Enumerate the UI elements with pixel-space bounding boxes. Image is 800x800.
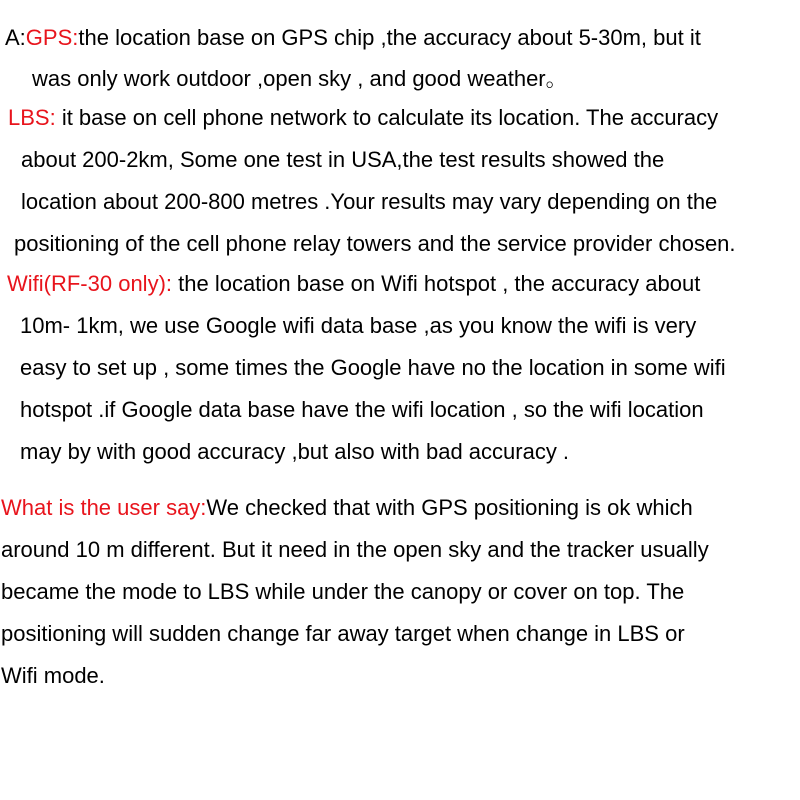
lbs-text: it base on cell phone network to calculate its location. The accuracy bbox=[55, 105, 719, 130]
lbs-line-3: location about 200-800 metres .Your results may vary depending on the bbox=[21, 189, 718, 214]
user-label: What is the user say: bbox=[1, 495, 207, 520]
wifi-line-2: 10m- 1km, we use Google wifi data base ,as you know the wifi is very bbox=[20, 313, 697, 338]
user-line-4: positioning will sudden change far away target when change in LBS or bbox=[1, 621, 685, 646]
user-text: We checked that with GPS positioning is ok which bbox=[206, 495, 693, 520]
wifi-line-4: hotspot .if Google data base have the wifi location , so the wifi location bbox=[20, 397, 704, 422]
lbs-line-4: positioning of the cell phone relay towers and the service provider chosen. bbox=[14, 231, 736, 256]
user-line-3: became the mode to LBS while under the canopy or cover on top. The bbox=[1, 579, 685, 604]
user-line-1 bbox=[1, 494, 693, 522]
lbs-line-2: about 200-2km, Some one test in USA,the test results showed the bbox=[21, 147, 665, 172]
wifi-line-3: easy to set up , some times the Google have no the location in some wifi bbox=[20, 355, 726, 380]
gps-text: the location base on GPS chip ,the accuracy about 5-30m, but it bbox=[78, 25, 701, 50]
gps-line-1 bbox=[5, 24, 701, 52]
wifi-line-1 bbox=[7, 270, 700, 298]
wifi-line-5: may by with good accuracy ,but also with bad accuracy . bbox=[20, 439, 570, 464]
lbs-line-1 bbox=[8, 104, 718, 132]
wifi-text: the location base on Wifi hotspot , the accuracy about bbox=[172, 271, 701, 296]
wifi-label: Wifi(RF-30 only): bbox=[7, 271, 173, 296]
user-line-5: Wifi mode. bbox=[1, 663, 105, 688]
gps-prefix: A: bbox=[5, 25, 26, 50]
gps-line-2: was only work outdoor ,open sky , and good weather。 bbox=[32, 66, 568, 91]
lbs-label: LBS: bbox=[8, 105, 56, 130]
user-line-2: around 10 m different. But it need in the open sky and the tracker usually bbox=[1, 537, 709, 562]
gps-label: GPS: bbox=[25, 25, 79, 50]
